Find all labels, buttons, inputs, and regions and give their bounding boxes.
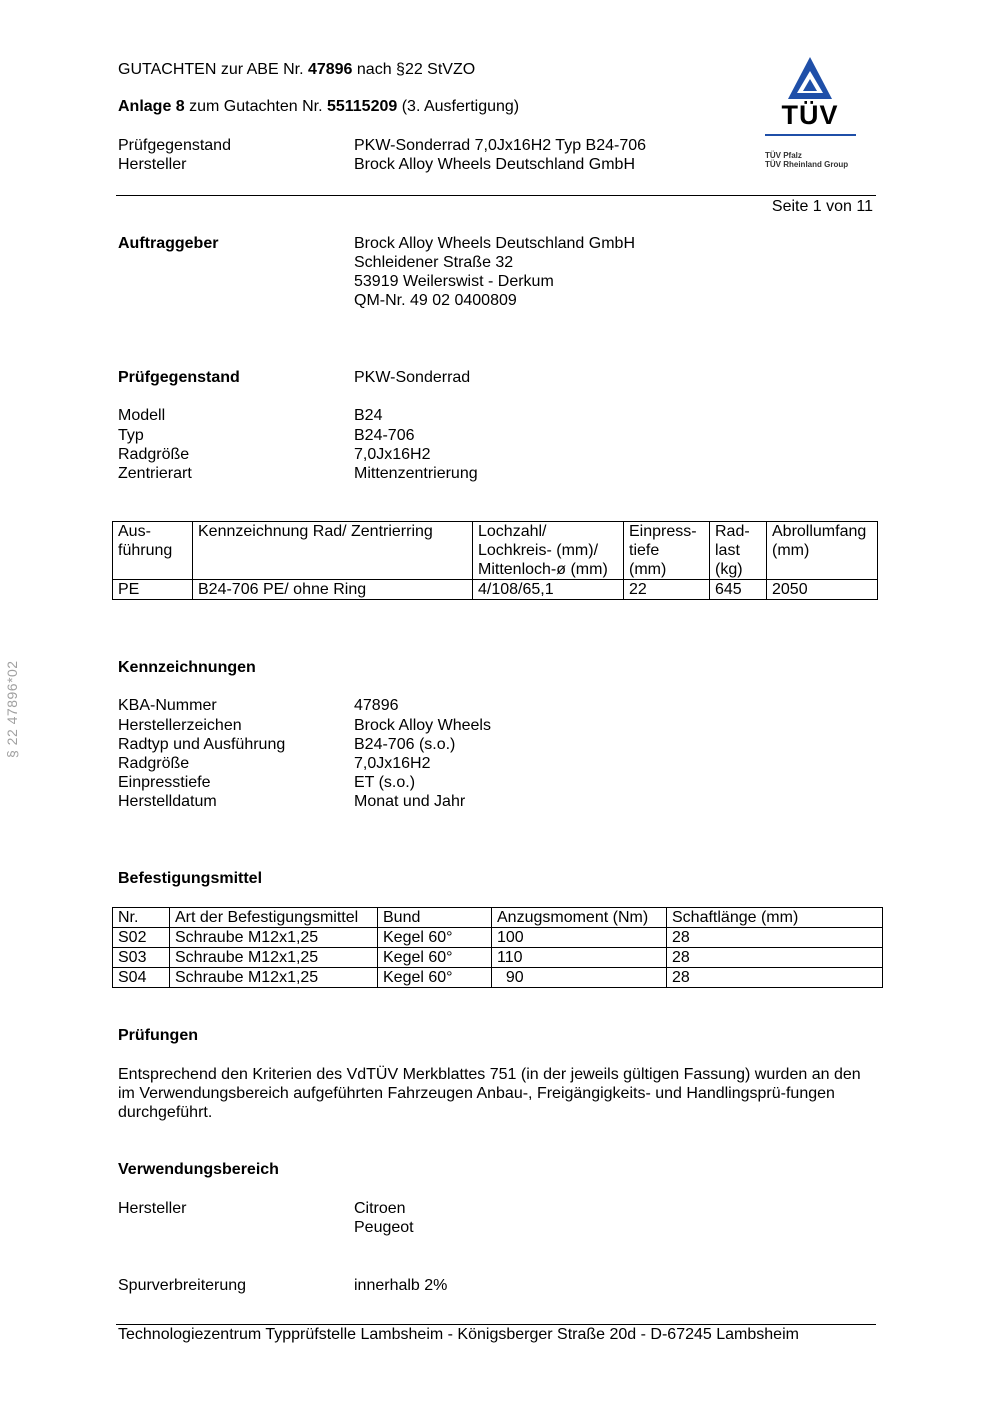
table-cell: Kegel 60° bbox=[378, 968, 492, 988]
table-cell: 100 bbox=[492, 928, 667, 948]
table-cell: 22 bbox=[624, 580, 710, 600]
fastener-table bbox=[112, 907, 883, 988]
table-cell: Kegel 60° bbox=[378, 928, 492, 948]
table-cell: 645 bbox=[710, 580, 767, 600]
table-cell: PE bbox=[113, 580, 193, 600]
header-divider bbox=[116, 195, 876, 196]
tuv-logo-text: TÜV bbox=[781, 100, 839, 130]
header-row-key: Prüfgegenstand bbox=[118, 137, 231, 154]
header-annex bbox=[118, 97, 519, 116]
marking-value: Monat und Jahr bbox=[354, 793, 466, 810]
table-row bbox=[113, 948, 883, 968]
pruefungen-text: Entsprechend den Kriterien des VdTÜV Merkblattes 751 (in der jeweils gültigen Fassung) wurden an den im Verwendungsbereich aufgeführten Fahrzeugen Anbau-, Freigängigkeits- und Handlingsprü-fungen durchgeführt. bbox=[118, 1066, 861, 1121]
befestigung-label bbox=[118, 869, 262, 888]
wheel-table bbox=[112, 521, 878, 600]
table-header-row bbox=[113, 522, 878, 580]
tuv-logo-sub2: TÜV Rheinland Group bbox=[765, 160, 849, 169]
spurverbreiterung-label: Spurverbreiterung bbox=[118, 1277, 247, 1294]
table-cell: S04 bbox=[113, 968, 170, 988]
marking-key: Radtyp und Ausführung bbox=[118, 736, 286, 753]
footer-text: Technologiezentrum Typprüfstelle Lambsheim - Königsberger Straße 20d - D-67245 Lambsheim bbox=[118, 1326, 799, 1343]
table-cell: B24-706 PE/ ohne Ring bbox=[193, 580, 473, 600]
table-cell: 28 bbox=[667, 968, 883, 988]
spec-value: 7,0Jx16H2 bbox=[354, 446, 431, 463]
marking-key: KBA-Nummer bbox=[118, 697, 217, 714]
table-header-row bbox=[113, 908, 883, 928]
abe-number: 47896 bbox=[307, 61, 353, 78]
table-header-cell: Rad- last (kg) bbox=[710, 522, 767, 580]
annex-mid: zum Gutachten Nr. bbox=[184, 98, 327, 115]
marking-value: 47896 bbox=[354, 697, 399, 714]
marking-value: B24-706 (s.o.) bbox=[354, 736, 456, 753]
table-header-cell: Nr. bbox=[113, 908, 170, 928]
annex-label: Anlage 8 bbox=[118, 98, 185, 115]
pruefungen-label bbox=[118, 1026, 198, 1045]
table-cell: S03 bbox=[113, 948, 170, 968]
spec-key: Radgröße bbox=[118, 446, 190, 463]
kennzeichnungen-label-text: Kennzeichnungen bbox=[118, 659, 256, 676]
table-cell: Kegel 60° bbox=[378, 948, 492, 968]
address-line: 53919 Weilerswist - Derkum bbox=[354, 273, 554, 290]
spec-key: Modell bbox=[118, 407, 166, 424]
marking-key: Einpresstiefe bbox=[118, 774, 211, 791]
header-title bbox=[118, 60, 475, 79]
marking-key: Herstelldatum bbox=[118, 793, 217, 810]
header-title-suffix: nach §22 StVZO bbox=[352, 61, 476, 78]
address-line: QM-Nr. 49 02 0400809 bbox=[354, 292, 517, 309]
spec-key: Typ bbox=[118, 427, 144, 444]
side-note: § 22 47896*02 bbox=[4, 660, 20, 758]
header-title-text: GUTACHTEN zur ABE Nr. bbox=[118, 61, 308, 78]
verwendung-label-text: Verwendungsbereich bbox=[118, 1161, 279, 1178]
manufacturer-item: Peugeot bbox=[354, 1219, 414, 1236]
table-header-cell: Anzugsmoment (Nm) bbox=[492, 908, 667, 928]
spurverbreiterung-value: innerhalb 2% bbox=[354, 1277, 448, 1294]
verwendung-hersteller-list bbox=[354, 1199, 414, 1237]
table-row bbox=[113, 968, 883, 988]
report-number: 55115209 bbox=[326, 98, 398, 115]
auftraggeber-label bbox=[118, 234, 218, 253]
table-header-cell: Bund bbox=[378, 908, 492, 928]
table-header-cell: Lochzahl/ Lochkreis- (mm)/ Mittenloch-ø (mm) bbox=[473, 522, 624, 580]
table-header-cell: Einpress- tiefe (mm) bbox=[624, 522, 710, 580]
address-line: Brock Alloy Wheels Deutschland GmbH bbox=[354, 235, 635, 252]
spec-value: B24-706 bbox=[354, 427, 415, 444]
auftraggeber-label-text: Auftraggeber bbox=[118, 235, 219, 252]
kennzeichnungen-label bbox=[118, 658, 256, 677]
marking-key: Radgröße bbox=[118, 755, 190, 772]
table-header-cell: Aus- führung bbox=[113, 522, 193, 580]
verwendung-hersteller-label: Hersteller bbox=[118, 1200, 187, 1217]
header-row-value: Brock Alloy Wheels Deutschland GmbH bbox=[354, 156, 635, 173]
table-cell: 90 bbox=[492, 968, 667, 988]
manufacturer-item: Citroen bbox=[354, 1200, 406, 1217]
pruefgegenstand-value: PKW-Sonderrad bbox=[354, 369, 471, 386]
table-cell: 28 bbox=[667, 948, 883, 968]
annex-suffix: (3. Ausfertigung) bbox=[397, 98, 520, 115]
header-row-value: PKW-Sonderrad 7,0Jx16H2 Typ B24-706 bbox=[354, 137, 647, 154]
table-cell: 28 bbox=[667, 928, 883, 948]
spec-key: Zentrierart bbox=[118, 465, 192, 482]
marking-value: ET (s.o.) bbox=[354, 774, 416, 791]
spec-value: B24 bbox=[354, 407, 383, 424]
table-cell: 4/108/65,1 bbox=[473, 580, 624, 600]
table-header-cell: Art der Befestigungsmittel bbox=[170, 908, 378, 928]
table-cell: Schraube M12x1,25 bbox=[170, 928, 378, 948]
table-cell: 110 bbox=[492, 948, 667, 968]
table-header-cell: Abrollumfang (mm) bbox=[767, 522, 878, 580]
pruefungen-label-text: Prüfungen bbox=[118, 1027, 198, 1044]
page-number: Seite 1 von 11 bbox=[771, 198, 873, 215]
verwendung-label bbox=[118, 1160, 279, 1179]
header-row-key: Hersteller bbox=[118, 156, 187, 173]
table-cell: Schraube M12x1,25 bbox=[170, 968, 378, 988]
tuv-logo-sub1: TÜV Pfalz bbox=[765, 151, 802, 160]
marking-key: Herstellerzeichen bbox=[118, 717, 242, 734]
table-cell: S02 bbox=[113, 928, 170, 948]
table-cell: 2050 bbox=[767, 580, 878, 600]
pruefgegenstand-label: Prüfgegenstand bbox=[118, 369, 240, 386]
address-line: Schleidener Straße 32 bbox=[354, 254, 514, 271]
table-header-cell: Schaftlänge (mm) bbox=[667, 908, 883, 928]
marking-value: 7,0Jx16H2 bbox=[354, 755, 431, 772]
tuv-logo bbox=[760, 55, 860, 175]
table-row bbox=[113, 580, 878, 600]
table-header-cell: Kennzeichnung Rad/ Zentrierring bbox=[193, 522, 473, 580]
marking-value: Brock Alloy Wheels bbox=[354, 717, 491, 734]
table-row bbox=[113, 928, 883, 948]
auftraggeber-address bbox=[354, 234, 635, 310]
spec-value: Mittenzentrierung bbox=[354, 465, 478, 482]
table-cell: Schraube M12x1,25 bbox=[170, 948, 378, 968]
befestigung-label-text: Befestigungsmittel bbox=[118, 870, 263, 887]
